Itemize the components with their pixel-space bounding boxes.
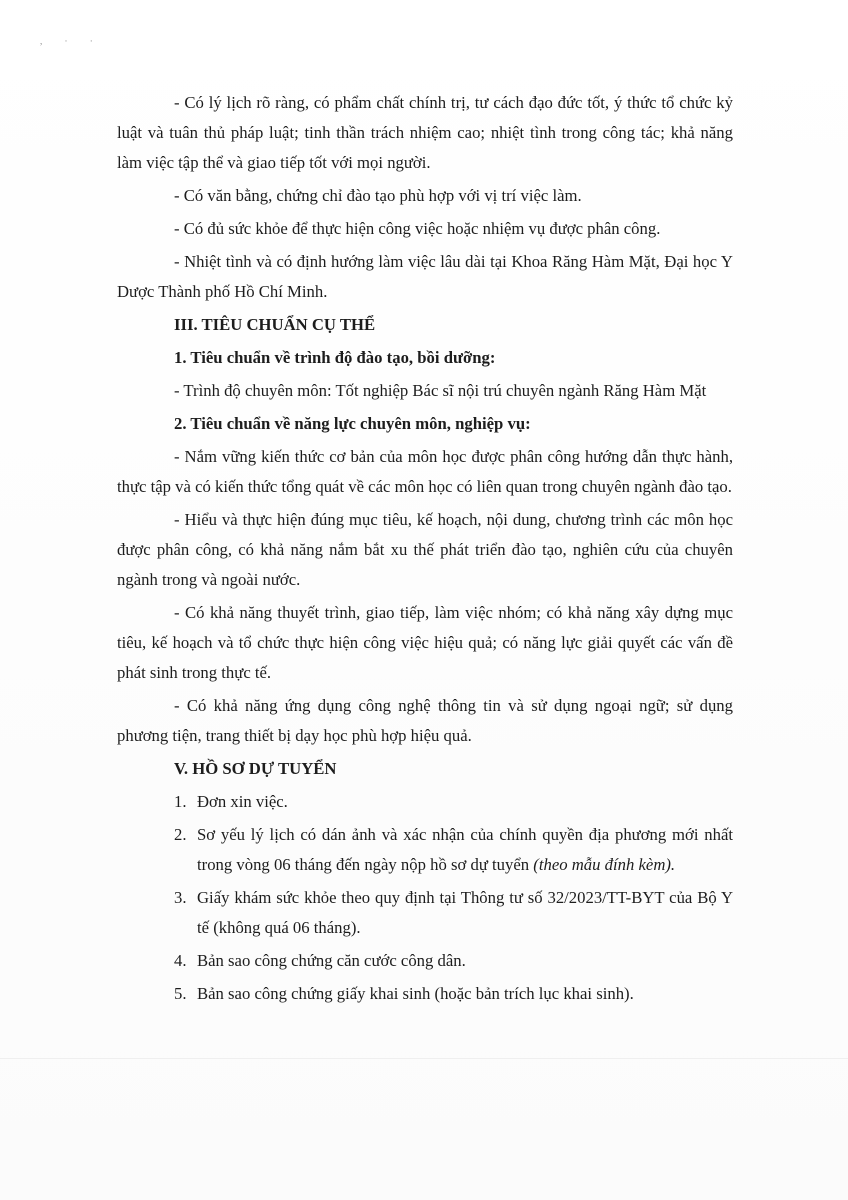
list-item-text: Bản sao công chứng giấy khai sinh (hoặc bản trích lục khai sinh).	[197, 984, 634, 1003]
paragraph-long-term: - Nhiệt tình và có định hướng làm việc lâu dài tại Khoa Răng Hàm Mặt, Đại học Y Dược Thành phố Hồ Chí Minh.	[117, 252, 733, 301]
list-number: 4.	[174, 951, 187, 970]
list-item-italic-note: (theo mẫu đính kèm).	[533, 855, 676, 874]
competency-item: - Hiểu và thực hiện đúng mục tiêu, kế hoạch, nội dung, chương trình các môn học được phân công, có khả năng nắm bắt xu thế phát triển đào tạo, nghiên cứu của chuyên ngành trong và ngoài nước.	[117, 510, 733, 589]
section-iii-sub1-heading: 1. Tiêu chuẩn về trình độ đào tạo, bồi dưỡng:	[174, 348, 496, 367]
section-iii-sub2-heading: 2. Tiêu chuẩn về năng lực chuyên môn, nghiệp vụ:	[174, 414, 531, 433]
paragraph-diploma: - Có văn bằng, chứng chỉ đào tạo phù hợp với vị trí việc làm.	[174, 186, 582, 205]
dossier-list-item	[117, 979, 733, 1009]
list-number: 1.	[174, 792, 187, 811]
dossier-list-item	[117, 820, 733, 880]
list-item-text: Sơ yếu lý lịch có dán ảnh và xác nhận của chính quyền địa phương mới nhất trong vòng 06 tháng đến ngày nộp hồ sơ dự tuyển	[197, 825, 733, 874]
dossier-list-item	[117, 946, 733, 976]
document-body	[117, 88, 733, 1009]
paragraph-political-quality: - Có lý lịch rõ ràng, có phẩm chất chính trị, tư cách đạo đức tốt, ý thức tổ chức kỷ luật và tuân thủ pháp luật; tinh thần trách nhiệm cao; nhiệt tình trong công tác; khả năng làm việc tập thể và giao tiếp tốt với mọi người.	[117, 93, 733, 172]
list-number: 3.	[174, 888, 187, 907]
dossier-list-item	[117, 883, 733, 943]
section-iii-heading: III. TIÊU CHUẨN CỤ THỂ	[174, 315, 376, 334]
list-item-text: Giấy khám sức khỏe theo quy định tại Thông tư số 32/2023/TT-BYT của Bộ Y tế (không quá 06 tháng).	[197, 888, 733, 937]
competency-item: - Có khả năng thuyết trình, giao tiếp, làm việc nhóm; có khả năng xây dựng mục tiêu, kế hoạch và tổ chức thực hiện công việc hiệu quả; có năng lực giải quyết các vấn đề phát sinh trong thực tế.	[117, 603, 733, 682]
training-level-item: - Trình độ chuyên môn: Tốt nghiệp Bác sĩ nội trú chuyên ngành Răng Hàm Mặt	[174, 381, 707, 400]
list-item-text: Bản sao công chứng căn cước công dân.	[197, 951, 466, 970]
competency-item: - Nắm vững kiến thức cơ bản của môn học được phân công hướng dẫn thực hành, thực tập và có kiến thức tổng quát về các môn học có liên quan trong chuyên ngành đào tạo.	[117, 447, 733, 496]
section-v-heading: V. HỒ SƠ DỰ TUYỂN	[174, 759, 337, 778]
list-item-text: Đơn xin việc.	[197, 792, 288, 811]
scan-fold-line	[0, 1058, 848, 1059]
competency-item: - Có khả năng ứng dụng công nghệ thông tin và sử dụng ngoại ngữ; sử dụng phương tiện, trang thiết bị dạy học phù hợp hiệu quả.	[117, 696, 733, 745]
scan-specks: , · ·	[40, 36, 103, 46]
list-number: 5.	[174, 984, 187, 1003]
dossier-list-item	[117, 787, 733, 817]
paragraph-health: - Có đủ sức khỏe để thực hiện công việc hoặc nhiệm vụ được phân công.	[174, 219, 661, 238]
list-number: 2.	[174, 825, 187, 844]
